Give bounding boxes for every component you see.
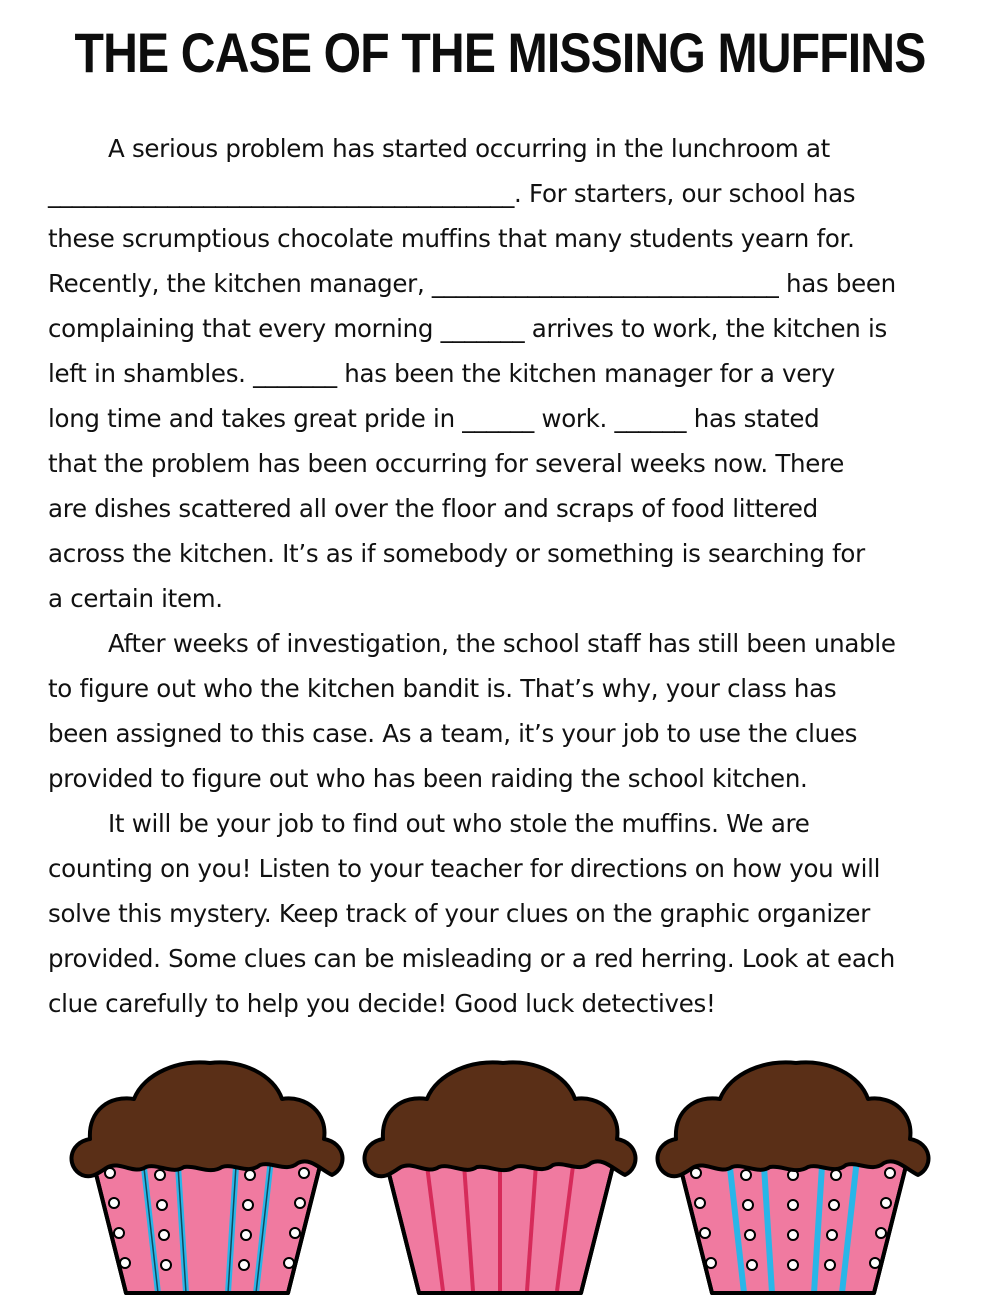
story-line: to figure out who the kitchen bandit is. That’s why, your class has	[48, 674, 837, 703]
story-line: provided to figure out who has been raiding the school kitchen.	[48, 764, 808, 793]
story-line: clue carefully to help you decide! Good luck detectives!	[48, 989, 716, 1018]
story-line: counting on you! Listen to your teacher for directions on how you will	[48, 854, 881, 883]
muffin-icon	[648, 1055, 938, 1300]
muffin-icon	[355, 1055, 645, 1300]
story-line: that the problem has been occurring for several weeks now. There	[48, 449, 844, 478]
story-line: are dishes scattered all over the floor and scraps of food littered	[48, 494, 818, 523]
story-line: these scrumptious chocolate muffins that many students yearn for.	[48, 224, 855, 253]
story-line: solve this mystery. Keep track of your clues on the graphic organizer	[48, 899, 870, 928]
story-line: A serious problem has started occurring in the lunchroom at	[108, 134, 830, 163]
page-title: THE CASE OF THE MISSING MUFFINS	[74, 21, 926, 84]
story-line: provided. Some clues can be misleading or a red herring. Look at each	[48, 944, 895, 973]
story-line: across the kitchen. It’s as if somebody or something is searching for	[48, 539, 865, 568]
story-line: a certain item.	[48, 584, 223, 613]
muffin-illustrations	[0, 1055, 1000, 1300]
muffin-icon	[62, 1055, 352, 1300]
story-line: left in shambles. _______ has been the kitchen manager for a very	[48, 359, 835, 388]
story-line: Recently, the kitchen manager, _____________________________ has been	[48, 269, 896, 298]
story-line: _______________________________________. For starters, our school has	[48, 179, 856, 208]
story-line: long time and takes great pride in ______ work. ______ has stated	[48, 404, 820, 433]
story-line: It will be your job to find out who stole the muffins. We are	[108, 809, 810, 838]
story-line: complaining that every morning _______ arrives to work, the kitchen is	[48, 314, 887, 343]
story-text	[48, 126, 953, 1026]
story-line: been assigned to this case. As a team, it’s your job to use the clues	[48, 719, 858, 748]
story-line: After weeks of investigation, the school staff has still been unable	[108, 629, 896, 658]
